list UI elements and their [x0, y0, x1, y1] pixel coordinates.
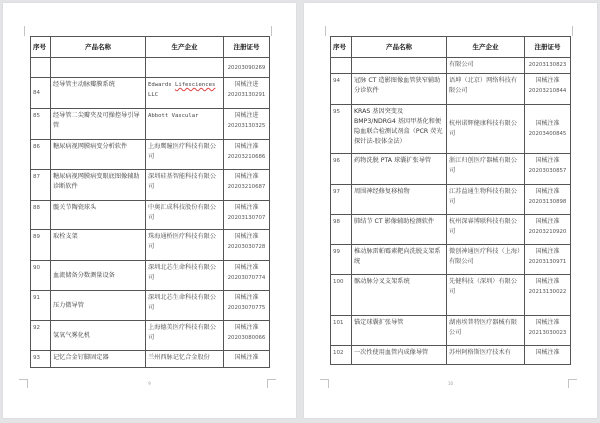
table-header-row	[31, 37, 270, 58]
header-serial-no: 序号	[331, 37, 352, 58]
header-serial-no: 序号	[31, 37, 51, 58]
table-row: 102 一次性使用血管内成像导管 苏州阿格斯医疗技术有 国械注准	[331, 346, 571, 365]
table-row: 96 药物洗脱 PTA 球囊扩张导管 浙江归创医疗器械有限公司 国械注准 20203030857	[331, 154, 571, 185]
table-row: 84 经导管主动脉瓣膜系统 Edwards Lifesciences LLC 国械注进 20203130291	[31, 78, 270, 109]
spellcheck-underlined-word: Lifesciences	[174, 82, 216, 88]
margin-mark-top-left	[325, 26, 326, 36]
table-row: 101 锚定球囊扩张导管 湖南埃普特医疗器械有限公司 国械注准 20213030023	[331, 316, 571, 346]
table-row: 99 椎动脉雷帕霉素靶向洗脱支架系统 微创神通医疗科技（上海）有限公司 国械注准 20203130971	[331, 245, 571, 275]
document-page-9	[3, 3, 296, 418]
margin-mark-top-left	[24, 26, 25, 36]
header-product-name: 产品名称	[352, 37, 447, 58]
header-registration-no: 注册证号	[525, 37, 571, 58]
manufacturer: Edwards Lifesciences LLC	[146, 78, 224, 109]
table-row: 88 髋关节陶瓷球头 中奥汇成科技股份有限公司 国械注准 20203130707	[31, 201, 270, 230]
table-header-row	[331, 37, 571, 58]
header-manufacturer: 生产企业	[146, 37, 224, 58]
margin-mark-top-right	[572, 26, 573, 36]
table-row: 87 糖尿病视网膜病变眼底图像辅助诊断软件 深圳硅基智能科技有限公司 国械注准 20203210687	[31, 170, 270, 201]
page-number: 10	[447, 381, 454, 386]
table-row	[31, 58, 270, 78]
table-row: 90 血流储备分数测量设备 深圳北芯生命科技有限公司 国械注准 20203070774	[31, 261, 270, 291]
table-row: 100 髂动脉分叉支架系统 先健科技（深圳）有限公司 国械注准 20213130022	[331, 275, 571, 316]
registration-table	[30, 36, 270, 368]
table-row: 92 氢氧气雾化机 上海德美医疗科技有限公司 国械注准 20203080066	[31, 321, 270, 351]
table-row: 94 冠脉 CT 造影图像血管狭窄辅助分诊软件 语坤（北京）网络科技有限公司 国械注准 20203210844	[331, 74, 571, 105]
table-row: 95 KRAS 基因突变及 BMP3/NDRG4 基因甲基化和便隐血联合检测试剂盒（PCR 荧光探针法-胶体金法） 杭州诺辉健康科技有限公司 国械注准 20203400845	[331, 105, 571, 154]
table-row: 91 压力微导管 深圳北芯生命科技有限公司 国械注准 20203070775	[31, 291, 270, 321]
margin-mark-top-right	[271, 26, 272, 36]
header-product-name: 产品名称	[51, 37, 146, 58]
table-row: 89 取栓支架 珠海通桥医疗科技有限公司 国械注准 20203030728	[31, 230, 270, 261]
table-row: 93 记忆合金钉脚固定器 兰州西脉记忆合金股份 国械注准	[31, 351, 270, 368]
page-number: 9	[148, 381, 151, 386]
table-row: 98 肺结节 CT 影像辅助检测软件 杭州深睿博联科技有限公司 国械注准 20203210920	[331, 215, 571, 245]
table-row: 97 周围神经修复移植物 江苏益通生物科技有限公司 国械注准 20203130898	[331, 185, 571, 215]
document-page-10	[304, 3, 597, 418]
header-manufacturer: 生产企业	[447, 37, 525, 58]
header-registration-no: 注册证号	[224, 37, 270, 58]
registration-table	[330, 36, 571, 365]
registration-number: 20203090269	[227, 64, 266, 71]
table-row: 86 糖尿病视网膜病变分析软件 上海鹰瞳医疗科技有限公司 国械注准 20203210686	[31, 140, 270, 170]
table-row: 有限公司 20203130823	[331, 58, 571, 74]
table-row: 85 经导管二尖瓣夹及可操控导引导管 Abbott Vascular 国械注进 20203130325	[31, 109, 270, 140]
